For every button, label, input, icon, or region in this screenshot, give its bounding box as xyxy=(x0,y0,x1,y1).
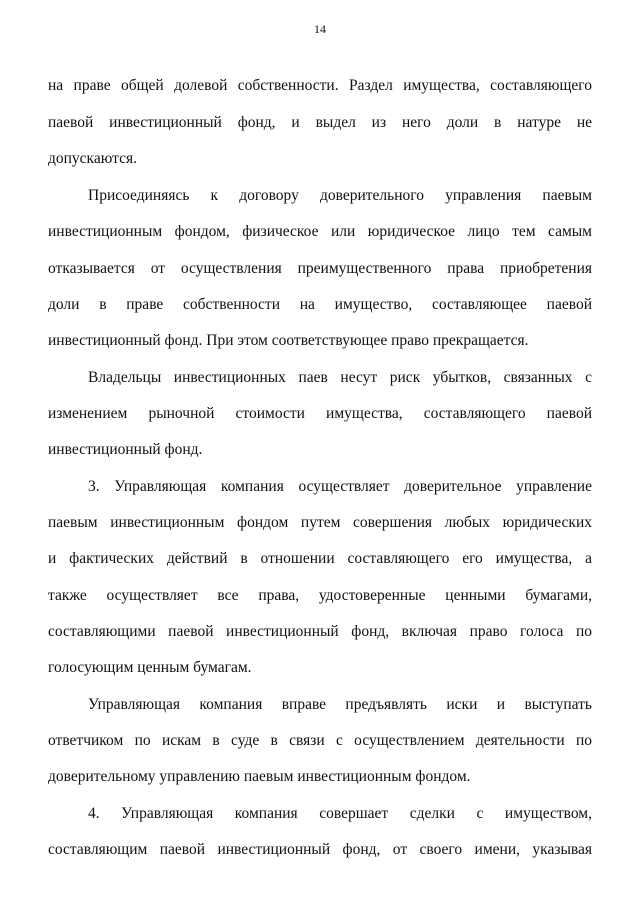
page-number: 14 xyxy=(314,22,326,36)
text-line: составляющими паевой инвестиционный фонд, включая право голоса по xyxy=(48,623,592,640)
text-line: на праве общей долевой собственности. Раздел имущества, составляющего xyxy=(48,77,592,94)
text-line: и фактических действий в отношении составляющего его имущества, а xyxy=(48,550,592,567)
text-line: составляющим паевой инвестиционный фонд, от своего имени, указывая xyxy=(48,841,592,858)
text-line: отказывается от осуществления преимущественного права приобретения xyxy=(48,260,592,277)
text-line: Владельцы инвестиционных паев несут риск убытков, связанных с xyxy=(88,369,592,386)
text-line: допускаются. xyxy=(48,150,137,167)
text-line: инвестиционный фонд. xyxy=(48,441,203,458)
text-line: Управляющая компания вправе предъявлять иски и выступать xyxy=(88,696,592,713)
text-line: также осуществляет все права, удостоверенные ценными бумагами, xyxy=(48,587,592,604)
text-line: 3. Управляющая компания осуществляет доверительное управление xyxy=(88,478,592,495)
text-line: паевым инвестиционным фондом путем совершения любых юридических xyxy=(48,514,592,531)
text-line: ответчиком по искам в суде в связи с осуществлением деятельности по xyxy=(48,732,592,749)
text-line: голосующим ценным бумагам. xyxy=(48,659,252,676)
text-line: инвестиционный фонд. При этом соответствующее право прекращается. xyxy=(48,332,529,349)
text-line: изменением рыночной стоимости имущества, составляющего паевой xyxy=(48,405,592,422)
text-line: 4. Управляющая компания совершает сделки с имуществом, xyxy=(88,805,592,822)
text-line: доверительному управлению паевым инвестиционным фондом. xyxy=(48,768,471,785)
text-line: доли в праве собственности на имущество, составляющее паевой xyxy=(48,296,592,313)
text-line: Присоединяясь к договору доверительного управления паевым xyxy=(88,187,592,204)
text-line: инвестиционным фондом, физическое или юридическое лицо тем самым xyxy=(48,223,592,240)
text-line: паевой инвестиционный фонд, и выдел из него доли в натуре не xyxy=(48,114,592,131)
